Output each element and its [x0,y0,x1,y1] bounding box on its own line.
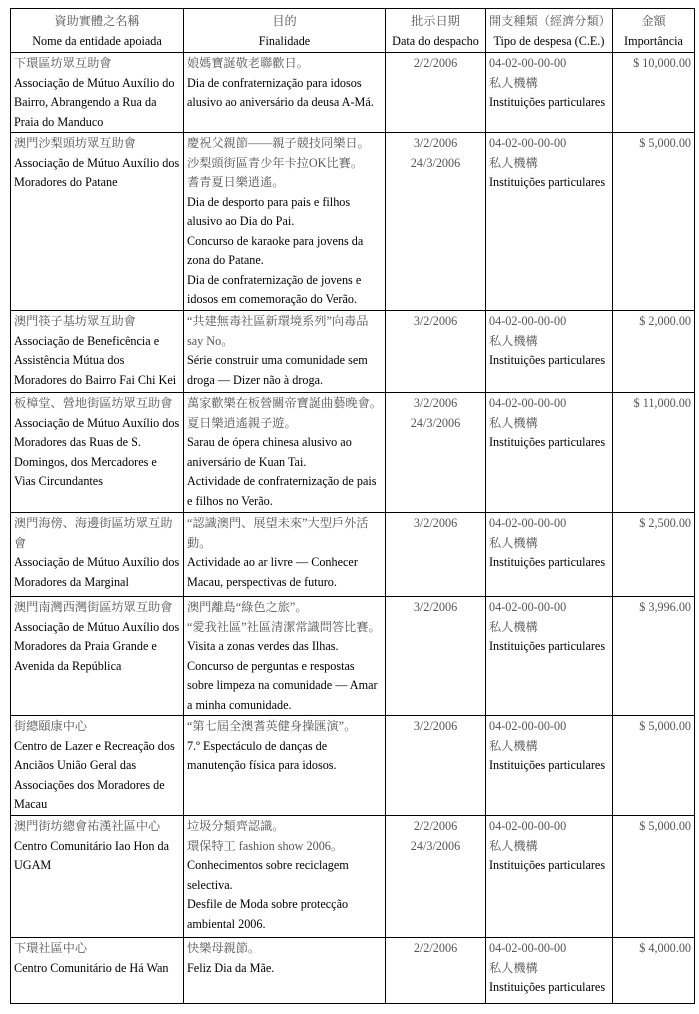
purpose-cell [184,53,386,133]
entity-name-pt: Centro de Lazer e Recreação dos Anciãos União Geral das Associações dos Moradores de Macau [14,738,175,811]
amount: $ 11,000.00 [633,396,691,410]
amount-cell [613,716,695,816]
type-cell [486,393,613,513]
entity-cell [11,513,184,597]
header-zh: 資助實體之名稱 [54,14,140,28]
entity-name-pt: Associação de Mútuo Auxílio dos Moradores das Ruas de S. Domingos, dos Mercadores e Vias Circundantes [14,415,180,488]
table-row [11,53,695,133]
header-pt: Data do despacho [392,34,479,48]
expense-type-pt: Instituições particulares [489,95,606,109]
purpose-pt: Série construir uma comunidade sem droga — Dizer não à droga. [187,353,368,387]
table-row [11,393,695,513]
purpose-pt: 7.º Espectáculo de danças de manutenção física para idosos. [187,738,337,772]
amount: $ 4,000.00 [639,941,691,955]
purpose-pt: Actividade ao ar livre — Conhecer Macau, perspectivas de futuro. [187,555,358,589]
entity-name-pt: Associação de Mútuo Auxílio dos Moradores da Praia Grande e Avenida da República [14,619,180,673]
amount-cell [613,597,695,716]
entity-name-zh: 街總頤康中心 [14,719,88,733]
entity-name-zh: 澳門街坊總會祐漢社區中心 [14,819,161,833]
amount: $ 2,000.00 [639,314,691,328]
table-header-row [11,9,695,53]
entity-name-pt: Associação de Mútuo Auxílio dos Moradores do Patane [14,155,180,189]
expense-code: 04-02-00-00-00 [489,941,567,955]
entity-name-zh: 澳門海傍、海邊街區坊眾互助會 [14,516,173,550]
expense-type-pt: Instituições particulares [489,175,606,189]
type-cell [486,938,613,1004]
header-zh: 金額 [641,14,666,28]
dispatch-date: 3/2/2006 [413,719,458,733]
expense-type-pt: Instituições particulares [489,435,606,449]
amount-cell [613,311,695,393]
entity-cell [11,311,184,393]
type-cell [486,513,613,597]
dispatch-date: 3/2/2006 [413,600,458,614]
table-row [11,311,695,393]
expense-type-zh: 私人機構 [489,738,538,753]
purpose-cell [184,597,386,716]
expense-type-zh: 私人機構 [489,619,538,634]
table-row [11,816,695,938]
amount: $ 5,000.00 [639,719,691,733]
type-cell [486,133,613,311]
expense-code: 04-02-00-00-00 [489,516,567,530]
expense-type-zh: 私人機構 [489,838,538,853]
entity-cell [11,597,184,716]
type-cell [486,597,613,716]
dispatch-date: 3/2/2006 24/3/2006 [410,136,461,170]
amount: $ 2,500.00 [639,516,691,530]
amount-cell [613,816,695,938]
purpose-pt: Sarau de ópera chinesa alusivo ao aniversário de Kuan Tai. Actividade de confraternização de pais e filhos no Verão. [187,435,377,508]
expense-type-pt: Instituições particulares [489,758,606,772]
dispatch-date: 3/2/2006 24/3/2006 [410,396,461,430]
entity-cell [11,53,184,133]
table-row [11,133,695,311]
date-cell [386,393,486,513]
type-cell [486,311,613,393]
purpose-zh: 澳門離島“綠色之旅”。 “愛我社區”社區清潔常識問答比賽。 [187,600,381,634]
amount: $ 3,996.00 [639,600,691,614]
dispatch-date: 3/2/2006 [413,314,458,328]
entity-name-zh: 下環區坊眾互助會 [14,56,112,70]
header-zh: 批示日期 [411,14,460,28]
expense-type-zh: 私人機構 [489,960,538,975]
expense-code: 04-02-00-00-00 [489,600,567,614]
purpose-zh: “共建無毒社區新環境系列”向毒品say No。 [187,314,369,348]
purpose-zh: “第七屆全澳耆英健身操匯演”。 [187,719,357,733]
expense-code: 04-02-00-00-00 [489,719,567,733]
entity-name-zh: 澳門筷子基坊眾互助會 [14,314,136,328]
entity-cell [11,133,184,311]
header-pt: Tipo de despesa (C.E.) [493,34,605,48]
expense-code: 04-02-00-00-00 [489,314,567,328]
header-purpose [184,9,386,53]
entity-cell [11,938,184,1004]
type-cell [486,716,613,816]
header-zh: 目的 [272,14,297,28]
purpose-cell [184,716,386,816]
purpose-zh: 垃圾分類齊認識。 環保特工 fashion show 2006。 [187,819,344,853]
amount-cell [613,393,695,513]
table-row [11,597,695,716]
header-type [486,9,613,53]
date-cell [386,133,486,311]
purpose-cell [184,513,386,597]
amount-cell [613,938,695,1004]
purpose-pt: Feliz Dia da Mãe. [187,960,275,975]
type-cell [486,53,613,133]
amount: $ 5,000.00 [639,136,691,150]
entity-name-zh: 澳門沙梨頭坊眾互助會 [14,136,136,150]
header-pt: Finalidade [258,34,311,48]
expense-type-pt: Instituições particulares [489,980,606,994]
expense-type-zh: 私人機構 [489,75,538,90]
purpose-pt: Dia de desporto para pais e filhos alusivo ao Dia do Pai. Concurso de karaoke para jovens da zona do Patane. Dia de confraternização de jovens e idosos em comemoração do Verão. [187,194,364,306]
purpose-cell [184,938,386,1004]
dispatch-date: 2/2/2006 [413,941,458,955]
entity-cell [11,816,184,938]
date-cell [386,597,486,716]
expense-type-zh: 私人機構 [489,155,538,170]
expense-code: 04-02-00-00-00 [489,56,567,70]
entity-name-pt: Associação de Mútuo Auxílio dos Moradores da Marginal [14,555,180,589]
date-cell [386,816,486,938]
purpose-cell [184,133,386,311]
subsidy-table [10,8,695,1004]
dispatch-date: 3/2/2006 [413,516,458,530]
entity-cell [11,716,184,816]
amount: $ 10,000.00 [633,56,691,70]
date-cell [386,938,486,1004]
amount-cell [613,133,695,311]
entity-name-pt: Associação de Beneficência e Assistência Mútua dos Moradores do Bairro Fai Chi Kei [14,333,177,387]
header-zh: 開支種類（經濟分類） [489,14,611,28]
type-cell [486,816,613,938]
amount-cell [613,513,695,597]
purpose-cell [184,393,386,513]
dispatch-date: 2/2/2006 [413,56,458,70]
expense-type-pt: Instituições particulares [489,555,606,569]
date-cell [386,53,486,133]
purpose-zh: 萬家歡樂在板營關帝寶誕曲藝晚會。 夏日樂逍遙親子遊。 [187,396,382,430]
entity-name-pt: Centro Comunitário Iao Hon da UGAM [14,838,170,872]
expense-type-pt: Instituições particulares [489,858,606,872]
header-pt: Nome da entidade apoiada [32,34,162,48]
header-amount [613,9,695,53]
expense-type-pt: Instituições particulares [489,639,606,653]
date-cell [386,311,486,393]
amount-cell [613,53,695,133]
purpose-zh: “認識澳門、展望未來”大型戶外活動。 [187,516,369,550]
date-cell [386,513,486,597]
table-row [11,938,695,1004]
purpose-pt: Dia de confraternização para idosos alusivo ao aniversário da deusa A-Má. [187,75,374,109]
header-date [386,9,486,53]
date-cell [386,716,486,816]
expense-type-zh: 私人機構 [489,535,538,550]
purpose-zh: 娘媽寶誕敬老聯歡日。 [187,56,309,70]
purpose-cell [184,816,386,938]
expense-code: 04-02-00-00-00 [489,396,567,410]
expense-code: 04-02-00-00-00 [489,136,567,150]
header-pt: Importância [624,34,683,48]
entity-name-zh: 板樟堂、營地街區坊眾互助會 [14,396,173,410]
table-row [11,716,695,816]
purpose-pt: Visita a zonas verdes das Ilhas. Concurso de perguntas e respostas sobre limpeza na comunidade — Amar a minha comunidade. [187,639,378,712]
entity-name-zh: 澳門南灣西灣街區坊眾互助會 [14,600,173,614]
purpose-cell [184,311,386,393]
purpose-zh: 慶祝父親節——親子競技同樂日。 沙梨頭街區青少年卡拉OK比賽。 耆青夏日樂逍遙。 [187,136,370,189]
expense-type-zh: 私人機構 [489,333,538,348]
entity-name-pt: Centro Comunitário de Há Wan [14,960,169,975]
dispatch-date: 2/2/2006 24/3/2006 [410,819,461,853]
header-entity [11,9,184,53]
expense-type-zh: 私人機構 [489,415,538,430]
entity-name-pt: Associação de Mútuo Auxílio do Bairro, Abrangendo a Rua da Praia do Manduco [14,75,175,129]
expense-type-pt: Instituições particulares [489,353,606,367]
table-row [11,513,695,597]
amount: $ 5,000.00 [639,819,691,833]
expense-code: 04-02-00-00-00 [489,819,567,833]
purpose-pt: Conhecimentos sobre reciclagem selectiva. Desfile de Moda sobre protecção ambiental 2006. [187,858,349,931]
entity-cell [11,393,184,513]
entity-name-zh: 下環社區中心 [14,941,88,955]
purpose-zh: 快樂母親節。 [187,941,261,955]
